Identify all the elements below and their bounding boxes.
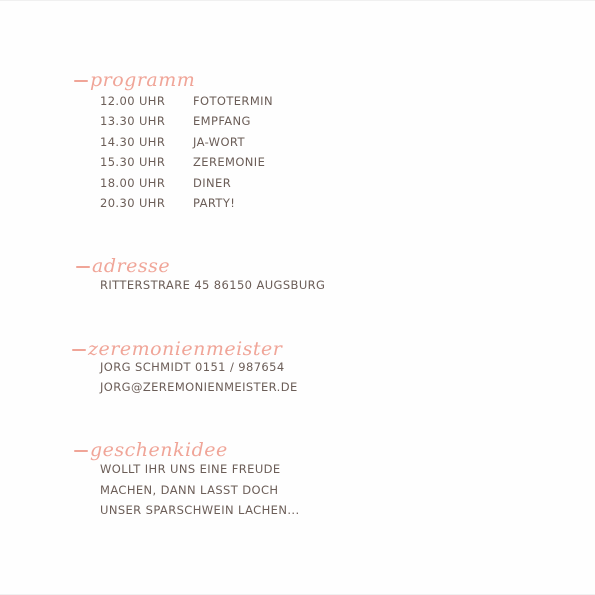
contact-name-phone: JORG SCHMIDT 0151 / 987654 [100, 360, 285, 374]
program-time: 12.00 UHR [100, 94, 166, 108]
program-row [100, 116, 251, 128]
program-event: JA-WORT [193, 135, 245, 149]
adresse-heading: adresse [76, 257, 170, 276]
gift-text-line: UNSER SPARSCHWEIN LACHEN... [100, 503, 300, 517]
program-time: 14.30 UHR [100, 135, 166, 149]
programm-heading: programm [74, 71, 195, 90]
program-time: 18.00 UHR [100, 176, 166, 190]
program-row [100, 137, 245, 149]
zeremonienmeister-heading: zeremonienmeister [72, 340, 282, 359]
contact-email: JORG@ZEREMONIENMEISTER.DE [100, 380, 298, 394]
program-row [100, 178, 231, 190]
gift-text-line: WOLLT IHR UNS EINE FREUDE [100, 462, 281, 476]
program-event: PARTY! [193, 196, 236, 210]
program-event: DINER [193, 176, 232, 190]
flourish-decoration [74, 80, 88, 82]
program-time: 15.30 UHR [100, 155, 166, 169]
program-event: FOTOTERMIN [193, 94, 273, 108]
program-row [100, 157, 265, 169]
geschenkidee-heading: geschenkidee [74, 441, 228, 460]
program-row [100, 96, 273, 108]
program-time: 13.30 UHR [100, 114, 166, 128]
program-time: 20.30 UHR [100, 196, 166, 210]
program-event: ZEREMONIE [193, 155, 266, 169]
flourish-decoration [74, 450, 88, 452]
flourish-decoration [76, 266, 90, 268]
address-line: RITTERSTRARE 45 86150 AUGSBURG [100, 278, 326, 292]
program-event: EMPFANG [193, 114, 251, 128]
gift-text-line: MACHEN, DANN LASST DOCH [100, 483, 279, 497]
program-row [100, 198, 235, 210]
flourish-decoration [72, 349, 86, 351]
